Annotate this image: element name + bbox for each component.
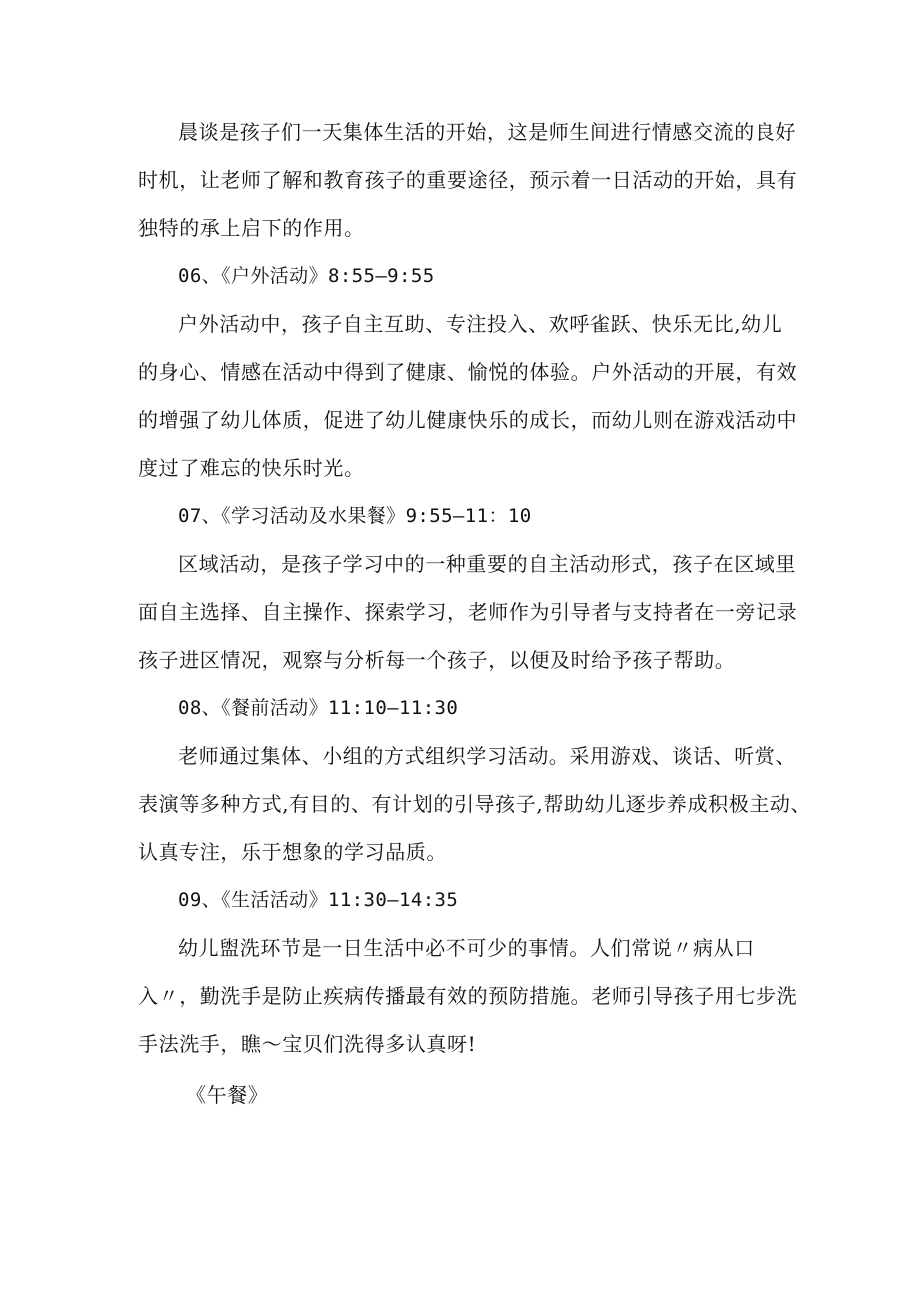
section-heading: 09、《生活活动》11:30—14:35 bbox=[178, 889, 459, 911]
paragraph-line: 度过了难忘的快乐时光。 bbox=[138, 456, 365, 480]
paragraph-line: 的增强了幼儿体质，促进了幼儿健康快乐的成长，而幼儿则在游戏活动中 bbox=[138, 408, 798, 432]
paragraph-line: 户外活动中，孩子自主互助、专注投入、欢呼雀跃、快乐无比,幼儿 bbox=[178, 312, 783, 336]
section-heading: 07、《学习活动及水果餐》9:55—11：10 bbox=[178, 505, 532, 527]
paragraph-line: 幼儿盥洗环节是一日生活中必不可少的事情。人们常说〃病从口 bbox=[178, 936, 755, 960]
paragraph-line: 的身心、情感在活动中得到了健康、愉悦的体验。户外活动的开展，有效 bbox=[138, 360, 798, 384]
paragraph-line: 认真专注，乐于想象的学习品质。 bbox=[138, 840, 447, 864]
paragraph-line: 老师通过集体、小组的方式组织学习活动。采用游戏、谈话、听赏、 bbox=[178, 744, 796, 768]
paragraph-line: 表演等多种方式,有目的、有计划的引导孩子,帮助幼儿逐步养成积极主动、 bbox=[138, 792, 812, 816]
paragraph-line: 孩子进区情况，观察与分析每一个孩子，以便及时给予孩子帮助。 bbox=[138, 648, 736, 672]
paragraph-line: 区域活动，是孩子学习中的一种重要的自主活动形式，孩子在区域里 bbox=[178, 552, 796, 576]
subheading: 《午餐》 bbox=[186, 1083, 269, 1107]
paragraph-line: 手法洗手，瞧～宝贝们洗得多认真呀! bbox=[138, 1032, 477, 1056]
section-heading: 06、《户外活动》8:55—9:55 bbox=[178, 265, 435, 287]
section-heading: 08、《餐前活动》11:10—11:30 bbox=[178, 697, 459, 719]
paragraph-line: 时机，让老师了解和教育孩子的重要途径，预示着一日活动的开始，具有 bbox=[138, 168, 798, 192]
paragraph-line: 面自主选择、自主操作、探索学习，老师作为引导者与支持者在一旁记录 bbox=[138, 600, 798, 624]
paragraph-line: 晨谈是孩子们一天集体生活的开始，这是师生间进行情感交流的良好 bbox=[178, 120, 796, 144]
paragraph-line: 入〃，勤洗手是防止疾病传播最有效的预防措施。老师引导孩子用七步洗 bbox=[138, 984, 798, 1008]
paragraph-line: 独特的承上启下的作用。 bbox=[138, 216, 365, 240]
